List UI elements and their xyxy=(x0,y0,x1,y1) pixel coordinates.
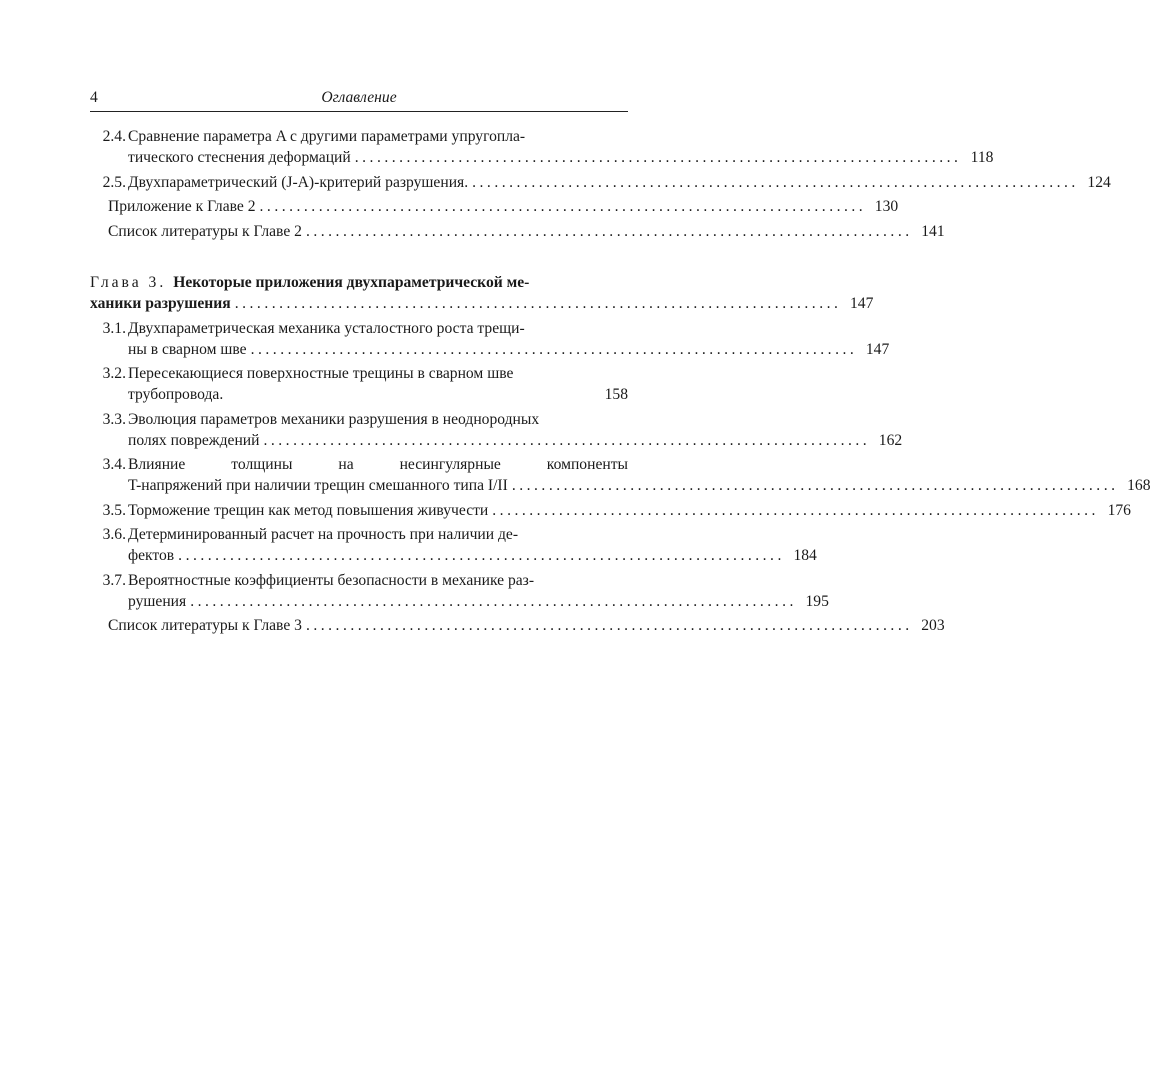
toc-entry-page: 162 xyxy=(878,431,903,449)
toc-entry-page: 118 xyxy=(970,149,994,166)
dot-leader: .................................................................................. xyxy=(259,198,867,215)
toc-entry-title-line1: Сравнение параметра A с другими параметрами упругопла- xyxy=(128,128,526,145)
toc-entry-3-3[interactable] xyxy=(90,409,903,451)
toc-entry-title-line1: Двухпараметрический (J-A)-критерий разрушения. xyxy=(128,173,469,191)
chapter-title-line2: ханики разрушения xyxy=(90,295,231,312)
dot-leader: .................................................................................. xyxy=(492,501,1099,519)
toc-chapter-3[interactable] xyxy=(90,272,874,314)
toc-entry-number: 3.4. xyxy=(102,456,126,473)
toc-entry-number: 3.3. xyxy=(102,410,126,428)
chapter-title-line1: Некоторые приложения двухпараметрической ме- xyxy=(173,274,530,291)
toc-entry-number: 3.6. xyxy=(102,526,126,543)
dot-leader: .................................................................................. xyxy=(190,592,797,610)
toc-entry-title-line2: фектов xyxy=(128,547,175,564)
toc-entry-title-line1: Вероятностные коэффициенты безопасности в механике раз- xyxy=(128,571,535,589)
toc-entry-page: 195 xyxy=(805,592,829,610)
toc-entry-3-2[interactable] xyxy=(90,363,628,405)
toc-entry-number: 3.1. xyxy=(102,319,126,337)
toc-entry-references-3[interactable] xyxy=(90,615,945,636)
toc-entry-page: 168 xyxy=(1127,477,1151,494)
toc-entry-3-4[interactable] xyxy=(90,454,1151,496)
toc-entry-title-line2: полях повреждений xyxy=(128,431,260,449)
toc-entry-title-line2: трубопровода. xyxy=(128,386,224,403)
dot-leader: .................................................................................. xyxy=(263,431,871,449)
toc-entry-page: 147 xyxy=(850,295,874,312)
toc-entry-page: 203 xyxy=(921,617,945,634)
toc-entry-title-line2: тического стеснения деформаций xyxy=(128,149,351,166)
toc-entry-number: 2.4. xyxy=(102,128,126,145)
toc-entry-title: Список литературы к Главе 3 xyxy=(108,617,302,634)
toc-entry-3-5[interactable] xyxy=(90,500,1131,521)
toc-entry-page: 141 xyxy=(921,222,945,240)
toc-entry-title-line2: T-напряжений при наличии трещин смешанного типа I/II xyxy=(128,477,508,494)
dot-leader: .................................................................................. xyxy=(250,340,858,358)
toc-entry-2-5[interactable] xyxy=(90,172,1111,193)
toc-entry-title: Список литературы к Главе 2 xyxy=(108,222,302,240)
toc-entry-page: 124 xyxy=(1087,173,1111,191)
toc-entry-3-1[interactable] xyxy=(90,318,890,360)
toc-entry-appendix-2[interactable] xyxy=(90,196,899,217)
toc-entry-title-line1: Влияние толщины на несингулярные компоненты xyxy=(128,456,628,473)
table-of-contents xyxy=(90,126,1151,640)
toc-entry-number: 2.5. xyxy=(102,173,126,191)
dot-leader: .................................................................................. xyxy=(305,617,913,634)
toc-entry-title: Приложение к Главе 2 xyxy=(108,198,256,215)
toc-entry-number: 3.5. xyxy=(102,501,126,519)
dot-leader: .................................................................................. xyxy=(472,173,1079,191)
dot-leader: .................................................................................. xyxy=(511,477,1119,494)
toc-entry-2-4[interactable] xyxy=(90,126,994,168)
toc-entry-title-line1: Эволюция параметров механики разрушения в неоднородных xyxy=(128,410,540,428)
toc-entry-number: 3.7. xyxy=(102,571,126,589)
toc-entry-page: 147 xyxy=(865,340,890,358)
toc-entry-page: 158 xyxy=(604,386,628,403)
toc-entry-title-line2: ны в сварном шве xyxy=(128,340,247,358)
toc-entry-title-line1: Детерминированный расчет на прочность при наличии де- xyxy=(128,526,519,543)
toc-entry-title-line1: Торможение трещин как метод повышения живучести xyxy=(128,501,489,519)
toc-entry-title-line1: Пересекающиеся поверхностные трещины в сварном шве xyxy=(128,365,514,382)
toc-entry-title-line2: рушения xyxy=(128,592,187,610)
toc-entry-page: 184 xyxy=(793,547,817,564)
toc-entry-3-7[interactable] xyxy=(90,570,829,612)
toc-entry-number: 3.2. xyxy=(102,365,126,382)
running-title: Оглавление xyxy=(321,89,397,106)
dot-leader: .................................................................................. xyxy=(305,222,913,240)
running-header xyxy=(90,89,628,112)
dot-leader: .................................................................................. xyxy=(354,149,962,166)
chapter-label: Глава 3. xyxy=(90,274,167,291)
toc-entry-page: 176 xyxy=(1107,501,1131,519)
dot-leader: .................................................................................. xyxy=(234,295,842,312)
toc-entry-references-2[interactable] xyxy=(90,221,945,242)
page-number: 4 xyxy=(90,89,98,106)
dot-leader: .................................................................................. xyxy=(178,547,785,564)
toc-entry-title-line1: Двухпараметрическая механика усталостного роста трещи- xyxy=(128,319,525,337)
toc-entry-3-6[interactable] xyxy=(90,524,817,566)
toc-entry-page: 130 xyxy=(874,198,899,215)
